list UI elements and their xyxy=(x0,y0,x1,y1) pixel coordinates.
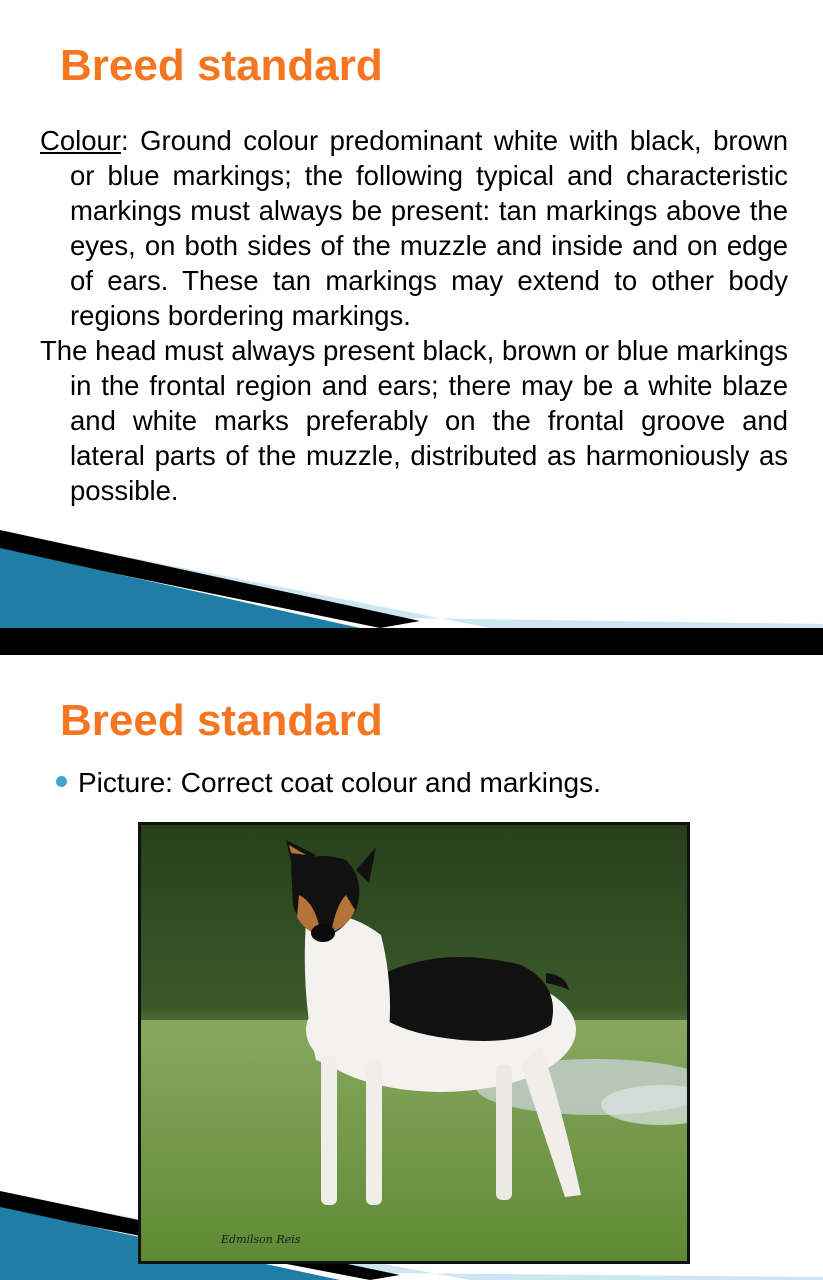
bullet-text: Correct coat colour and markings. xyxy=(172,767,601,798)
slide-title: Breed standard xyxy=(60,41,383,90)
colour-description xyxy=(40,123,788,508)
slide-divider xyxy=(0,628,823,655)
bullet-item xyxy=(56,765,601,801)
slide-picture-standard xyxy=(0,655,823,1280)
colour-text: : Ground colour predominant white with black, brown or blue markings; the following typical and characteristic markings must always be present: tan markings above the eyes, on both sides of the muzzle and inside and on edge of ears. These tan markings may extend to other body regions bordering markings. xyxy=(70,125,788,331)
head-paragraph: The head must always present black, brown or blue markings in the frontal region and ears; there may be a white blaze and white marks preferably on the frontal groove and lateral parts of the muzzle, distributed as harmoniously as possible. xyxy=(40,335,788,506)
bullet-icon xyxy=(56,776,67,787)
colour-paragraph xyxy=(40,123,788,333)
decorative-swoosh xyxy=(0,520,823,628)
photo-signature: Edmilson Reis xyxy=(221,1233,301,1246)
colour-label: Colour xyxy=(40,125,122,156)
slide-colour-standard xyxy=(0,0,823,628)
dog-photo-illustration xyxy=(141,825,687,1261)
bullet-label: Picture: xyxy=(78,767,173,798)
slide-title: Breed standard xyxy=(60,696,383,745)
dog-photo xyxy=(138,822,690,1264)
